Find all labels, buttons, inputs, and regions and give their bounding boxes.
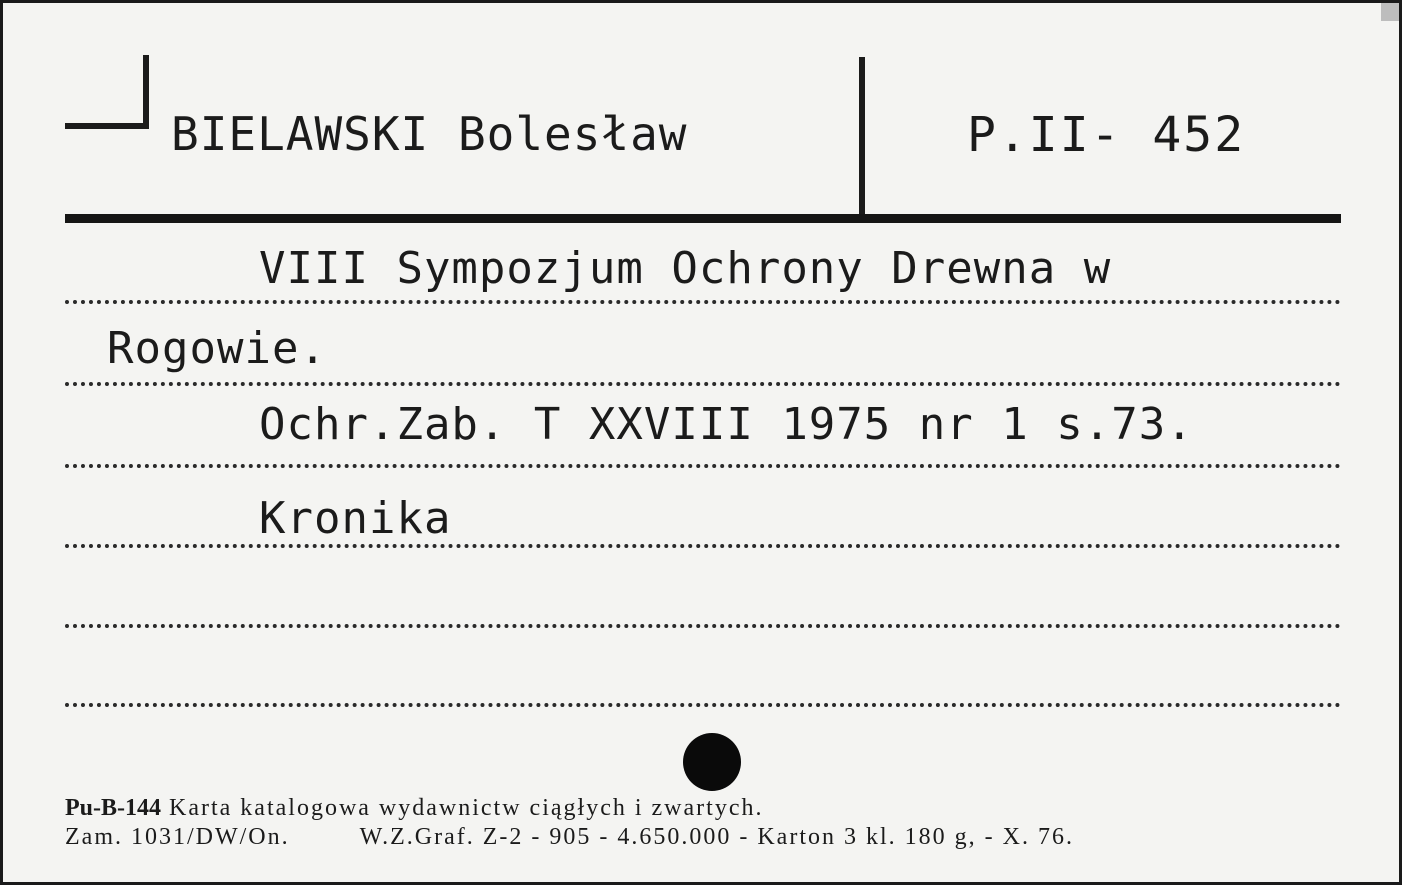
- corner-marker-horizontal: [65, 123, 147, 129]
- dotted-rule: [65, 703, 1341, 707]
- form-code: Pu-B-144: [65, 795, 161, 821]
- entry-line-4: Kronika: [259, 493, 452, 544]
- dotted-rule: [65, 300, 1341, 304]
- footer-line-1: [65, 795, 763, 822]
- header-separator: [859, 57, 865, 215]
- dotted-rule: [65, 382, 1341, 386]
- dotted-rule: [65, 464, 1341, 468]
- printer-info: W.Z.Graf. Z-2 - 905 - 4.650.000 - Karton 3 kl. 180 g, - X. 76.: [359, 824, 1074, 850]
- entry-line-2: Rogowie.: [107, 323, 327, 374]
- dotted-rule: [65, 544, 1341, 548]
- punch-hole: [683, 733, 741, 791]
- corner-marker-vertical: [143, 55, 149, 129]
- form-title: Karta katalogowa wydawnictw ciągłych i zwartych.: [169, 795, 764, 821]
- card-corner: [1381, 1, 1401, 21]
- dotted-rule: [65, 624, 1341, 628]
- call-number: P.II- 452: [967, 107, 1246, 163]
- order-number: Zam. 1031/DW/On.: [65, 824, 290, 850]
- entry-line-1: VIII Sympozjum Ochrony Drewna w: [259, 243, 1112, 294]
- entry-line-3: Ochr.Zab. T XXVIII 1975 nr 1 s.73.: [259, 399, 1194, 450]
- header-rule: [65, 214, 1341, 223]
- footer-line-2: [65, 824, 1074, 851]
- author-name: BIELAWSKI Bolesław: [171, 107, 688, 161]
